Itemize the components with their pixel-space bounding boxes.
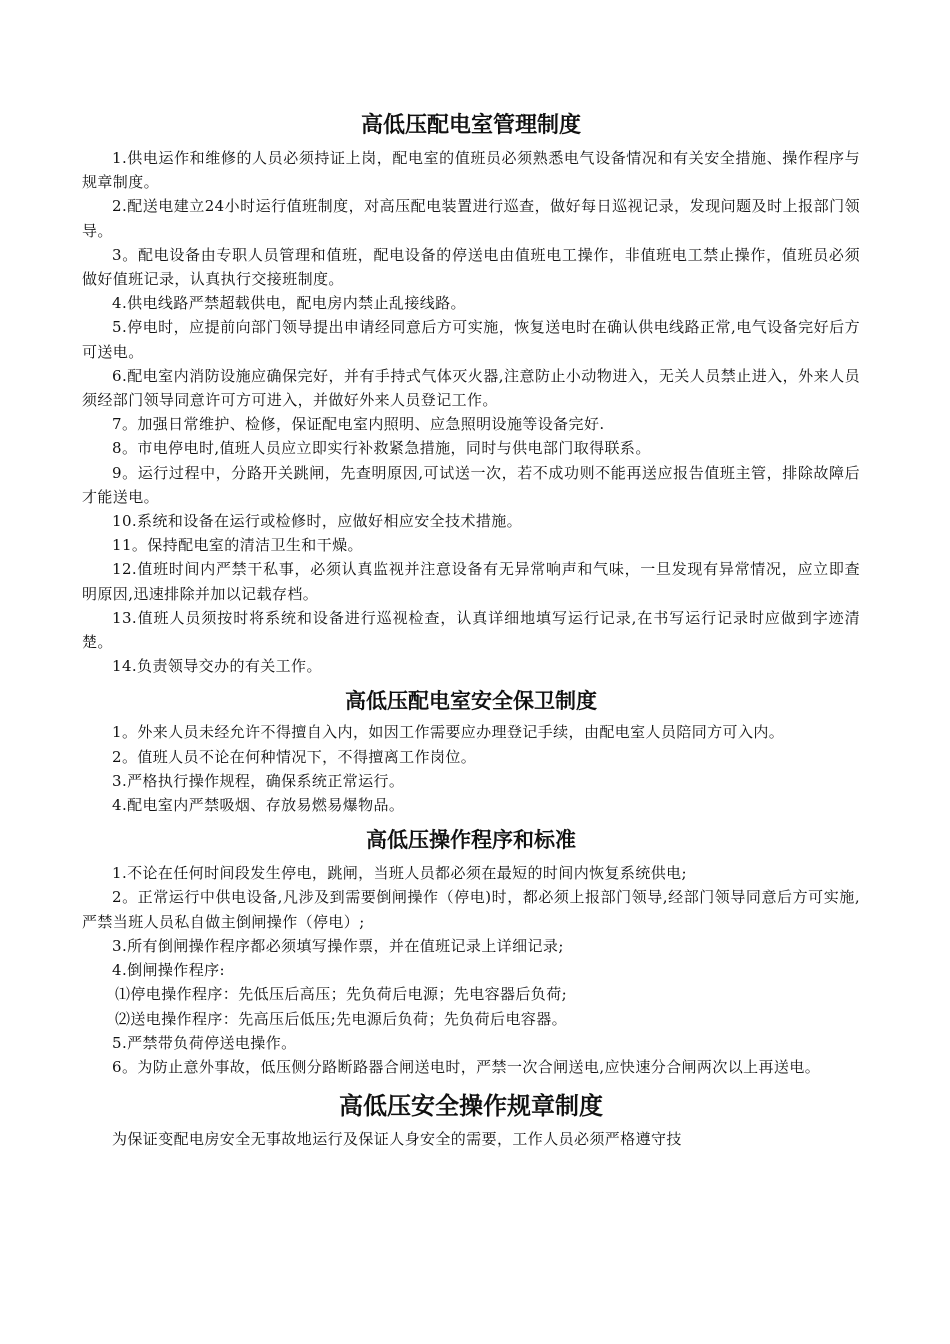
paragraph: 3。配电设备由专职人员管理和值班，配电设备的停送电由值班电工操作，非值班电工禁止操作，值班员必须做好值班记录，认真执行交接班制度。 [82,245,860,289]
paragraph: 14.负责领导交办的有关工作。 [112,657,322,676]
paragraph: 3.所有倒闸操作程序都必须填写操作票，并在值班记录上详细记录; [112,936,564,955]
paragraph: 4.供电线路严禁超载供电，配电房内禁止乱接线路。 [112,294,466,313]
section-title-operation-procedure: 高低压操作程序和标准 [366,827,576,853]
paragraph: ⑵送电操作程序：先高压后低压;先电源后负荷；先负荷后电容器。 [115,1009,568,1028]
paragraph: 6.配电室内消防设施应确保完好，并有手持式气体灭火器,注意防止小动物进入，无关人员禁止进入，外来人员须经部门领导同意许可方可进入，并做好外来人员登记工作。 [82,366,860,410]
paragraph: 1.供电运作和维修的人员必须持证上岗，配电室的值班员必须熟悉电气设备情况和有关安全措施、操作程序与规章制度。 [82,149,860,192]
paragraph: 3.严格执行操作规程，确保系统正常运行。 [112,771,405,790]
paragraph: 2.配送电建立24小时运行值班制度，对高压配电装置进行巡查，做好每日巡视记录，发现问题及时上报部门领导。 [82,197,860,240]
paragraph: 7。加强日常维护、检修，保证配电室内照明、应急照明设施等设备完好. [112,415,605,434]
paragraph: 2。值班人员不论在何种情况下，不得擅离工作岗位。 [112,747,477,766]
paragraph: 5.严禁带负荷停送电操作。 [112,1033,297,1052]
paragraph: 5.停电时，应提前向部门领导提出申请经同意后方可实施，恢复送电时在确认供电线路正常,电气设备完好后方可送电。 [82,318,860,361]
document-page [82,108,860,1151]
paragraph: 1。外来人员未经允许不得擅自入内，如因工作需要应办理登记手续，由配电室人员陪同方可入内。 [112,723,785,742]
paragraph: 6。为防止意外事故，低压侧分路断路器合闸送电时，严禁一次合闸送电,应快速分合闸两次以上再送电。 [112,1057,821,1076]
paragraph: 为保证变配电房安全无事故地运行及保证人身安全的需要，工作人员必须严格遵守技 [112,1130,682,1149]
paragraph: 10.系统和设备在运行或检修时，应做好相应安全技术措施。 [112,512,523,531]
paragraph: 4.倒闸操作程序: [112,961,225,980]
paragraph: 2。正常运行中供电设备,凡涉及到需要倒闸操作（停电)时，都必须上报部门领导,经部门领导同意后方可实施,严禁当班人员私自做主倒闸操作（停电）; [82,888,860,931]
paragraph: 8。市电停电时,值班人员应立即实行补救紧急措施，同时与供电部门取得联系。 [112,439,651,458]
paragraph: 1.不论在任何时间段发生停电，跳闸，当班人员都必须在最短的时间内恢复系统供电; [112,864,687,883]
paragraph: 4.配电室内严禁吸烟、存放易燃易爆物品。 [112,796,405,815]
paragraph: 13.值班人员须按时将系统和设备进行巡视检查，认真详细地填写运行记录,在书写运行记录时应做到字迹清楚。 [82,608,860,652]
paragraph: 12.值班时间内严禁干私事，必须认真监视并注意设备有无异常响声和气味，一旦发现有异常情况，应立即查明原因,迅速排除并加以记载存档。 [82,560,860,603]
section-title-safety-rules: 高低压安全操作规章制度 [339,1091,603,1121]
section-title-security: 高低压配电室安全保卫制度 [345,688,597,714]
paragraph: 11。保持配电室的清洁卫生和干燥。 [112,536,363,555]
section-title-management: 高低压配电室管理制度 [360,112,581,138]
paragraph: ⑴停电操作程序：先低压后高压；先负荷后电源；先电容器后负荷; [115,985,568,1004]
paragraph: 9。运行过程中，分路开关跳闸，先查明原因,可试送一次，若不成功则不能再送应报告值班主管，排除故障后才能送电。 [82,463,860,506]
